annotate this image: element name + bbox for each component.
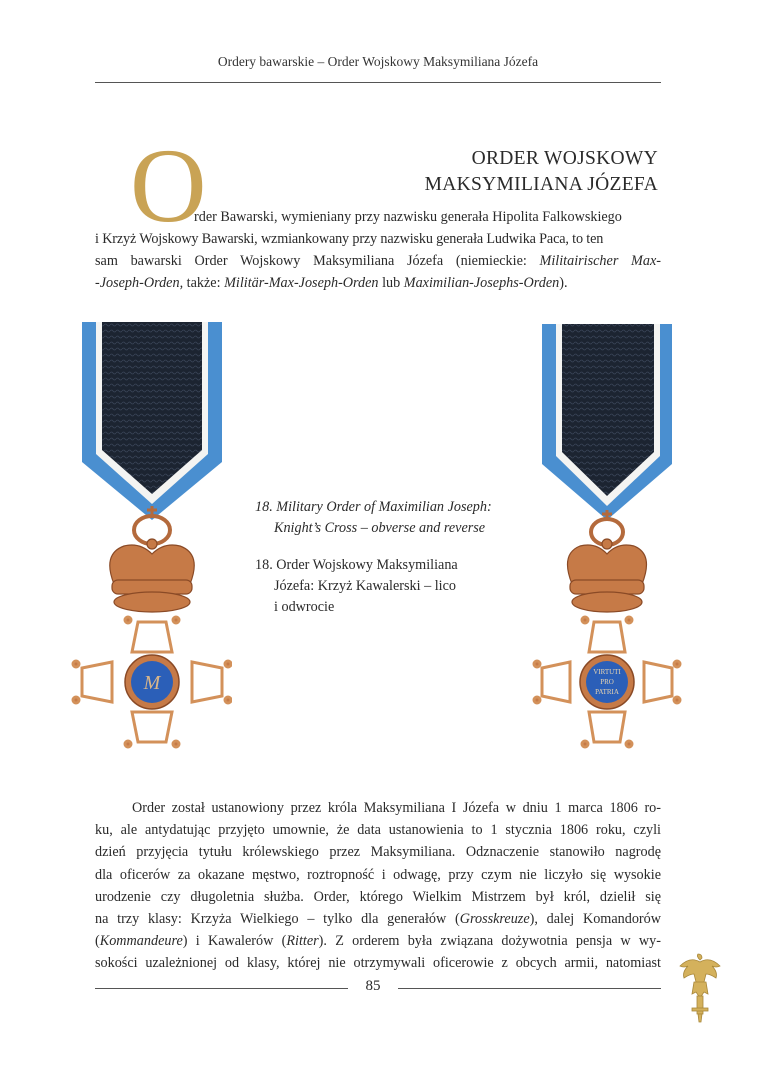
medallion	[580, 655, 634, 709]
body-line-3: dzień przyjęcia tytułu królewskiego przez Maksymiliana. Odznaczenie stanowiło nagrodę	[95, 844, 661, 861]
intro-line-3	[95, 250, 661, 272]
intro-text-3a: sam bawarski Order Wojskowy Maksymiliana Józefa (niemieckie:	[95, 253, 540, 269]
intro-line-1: rder Bawarski, wymieniany przy nazwisku generała Hipolita Falkowskiego	[194, 209, 622, 225]
intro-text-3b: Militairischer Max-	[539, 253, 661, 269]
medal-reverse-image	[532, 322, 682, 762]
intro-paragraph	[95, 206, 661, 294]
body-line-8: sokości uzależnionej od klasy, której nie otrzymywali oficerowie z obcych armii, natomiast	[95, 955, 661, 972]
caption-polish	[255, 555, 545, 618]
chapter-title	[425, 146, 658, 198]
body-text-6a: na trzy klasy: Krzyża Wielkiego – tylko dla generałów (	[95, 911, 460, 928]
body-text-7e: ). Z orderem była związana dożywotnia pensja w wy-	[318, 933, 661, 950]
caption-en-line-1: 18. Military Order of Maximilian Joseph:	[255, 499, 492, 515]
caption-en-line-2: Knight’s Cross – obverse and reverse	[274, 520, 486, 536]
intro-text-4b: także:	[183, 275, 225, 291]
page-number: 85	[365, 978, 381, 994]
intro-text-4e: Maximilian-Josephs-Orden	[403, 275, 560, 291]
body-line-2: ku, ale antydatując przyjęto umownie, że data ustanowienia to 1 stycznia 1806 roku, czyli	[95, 822, 661, 839]
body-line-5: urodzenie czy długoletnia służba. Order, którego Wielkim Mistrzem był król, dzielił się	[95, 888, 661, 905]
svg-text:M: M	[143, 672, 161, 694]
medallion	[125, 655, 179, 709]
caption-pl-line-1: 18. Order Wojskowy Maksymiliana	[255, 557, 458, 573]
body-text-7a: (	[95, 933, 100, 950]
body-text-7b: Kommandeure	[99, 933, 183, 950]
body-text-7d: Ritter	[286, 933, 319, 950]
crown	[110, 539, 194, 612]
ribbon	[82, 322, 222, 520]
body-text-6b: Grosskreuze	[459, 911, 530, 928]
caption-pl-line-3: i odwrocie	[274, 599, 335, 615]
body-line-4: dla oficerów za okazane męstwo, roztropność i odwagę, przy czym nie liczyło się wysokie	[95, 866, 661, 883]
intro-line-4	[95, 272, 661, 294]
body-line-6	[95, 908, 661, 930]
title-line-1: ORDER WOJSKOWY	[471, 148, 658, 169]
intro-text-4a: -Joseph-Orden,	[95, 275, 184, 291]
medal-reverse-word-2: PRO	[600, 678, 614, 686]
medal-reverse-word-3: PATRIA	[595, 688, 619, 696]
caption-pl-line-2: Józefa: Krzyż Kawalerski – lico	[274, 578, 456, 594]
intro-text-4c: Militär-Max-Joseph-Orden	[224, 275, 379, 291]
intro-text-4d: lub	[378, 275, 404, 291]
crown	[568, 539, 647, 612]
intro-line-2: i Krzyż Wojskowy Bawarski, wzmiankowany przy nazwisku generała Ludwika Paca, to ten	[95, 231, 604, 247]
caption-english	[255, 497, 545, 539]
footer-rule-right	[398, 988, 661, 989]
suspension-ring	[134, 506, 170, 544]
ribbon	[542, 324, 672, 520]
body-text-6c: ), dalej Komandorów	[529, 911, 661, 928]
body-paragraph	[95, 797, 661, 975]
title-line-2: MAKSYMILIANA JÓZEFA	[424, 174, 658, 195]
header-rule	[95, 82, 661, 83]
drop-cap: O	[130, 127, 207, 244]
medal-reverse-word-1: VIRTUTI	[593, 668, 621, 676]
body-line-1: Order został ustanowiony przez króla Maksymiliana I Józefa w dniu 1 marca 1806 ro-	[132, 800, 661, 816]
footer-rule-left	[95, 988, 348, 989]
eagle-emblem-icon	[676, 952, 724, 1024]
body-text-7c: ) i Kawalerów (	[182, 933, 287, 950]
medal-obverse-image	[62, 322, 232, 762]
body-line-7	[95, 930, 661, 952]
intro-text-4f: ).	[559, 275, 568, 291]
running-head: Ordery bawarskie – Order Wojskowy Maksymiliana Józefa	[217, 54, 539, 69]
